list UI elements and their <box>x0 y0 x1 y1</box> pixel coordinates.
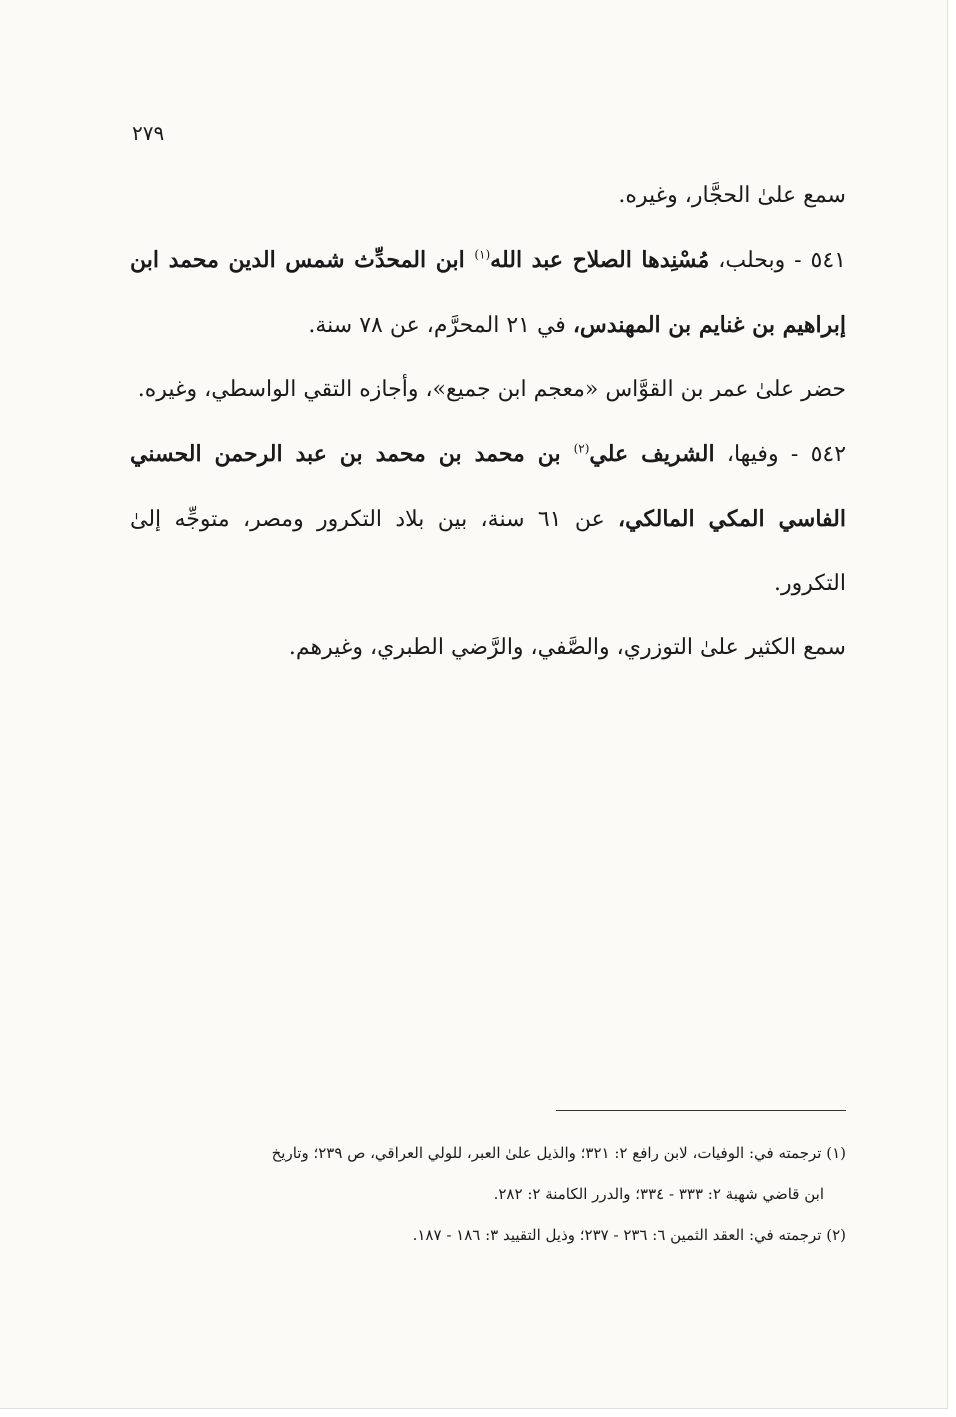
entry-542 <box>130 422 846 616</box>
paragraph-samaa-hajjar: سمع علىٰ الحجَّار، وغيره. <box>618 183 846 208</box>
entry-details: في ٢١ المحرَّم، عن ٧٨ سنة. <box>308 313 573 338</box>
entry-541 <box>130 228 846 358</box>
entry-number: ٥٤١ <box>810 248 846 273</box>
paragraph-hadara: حضر علىٰ عمر بن القوَّاس «معجم ابن جميع»، وأجازه التقي الواسطي، وغيره. <box>137 377 846 402</box>
footnote-reference: (٢) <box>573 441 590 456</box>
footnote-1-continued: ابن قاضي شهبة ٢: ٣٣٣ - ٣٣٤؛ والدرر الكامنة ٢: ٢٨٢. <box>493 1185 824 1203</box>
entry-name-continued: بن محمد بن محمد بن عبد الرحمن الحسني الفاسي المكي المالكي، <box>130 441 846 532</box>
entry-name-continued: ابن المحدِّث شمس الدين محمد ابن إبراهيم بن غنايم بن المهندس، <box>130 247 846 338</box>
paragraph-samaa-kathir: سمع الكثير علىٰ التوزري، والصَّفي، والرَّضي الطبري، وغيرهم. <box>288 635 846 660</box>
entry-lead: وفيها، <box>714 442 779 467</box>
entry-name: مُسْنِدها الصلاح عبد الله <box>490 247 710 273</box>
footnote-1: (١) ترجمته في: الوفيات، لابن رافع ٢: ٣٢١؛ والذيل علىٰ العبر، للولي العراقي، ص ٢٣٩؛ وتاريخ <box>271 1144 846 1162</box>
page-number: ٢٧٩ <box>132 121 165 145</box>
entry-lead: وبحلب، <box>709 248 786 273</box>
entry-separator: - <box>785 248 811 273</box>
footnote-divider <box>556 1110 846 1111</box>
footnote-2: (٢) ترجمته في: العقد الثمين ٦: ٢٣٦ - ٢٣٧؛ وذيل التقييد ٣: ١٨٦ - ١٨٧. <box>412 1226 846 1244</box>
footnotes <box>130 1133 846 1256</box>
footnote-reference: (١) <box>474 247 491 262</box>
entry-separator: - <box>778 442 811 467</box>
entry-name: الشريف علي <box>589 441 715 467</box>
page-body <box>130 164 846 680</box>
entry-number: ٥٤٢ <box>810 442 847 467</box>
entry-details: عن ٦١ سنة، بين بلاد التكرور ومصر، متوجِّه إلىٰ التكرور. <box>130 507 846 596</box>
